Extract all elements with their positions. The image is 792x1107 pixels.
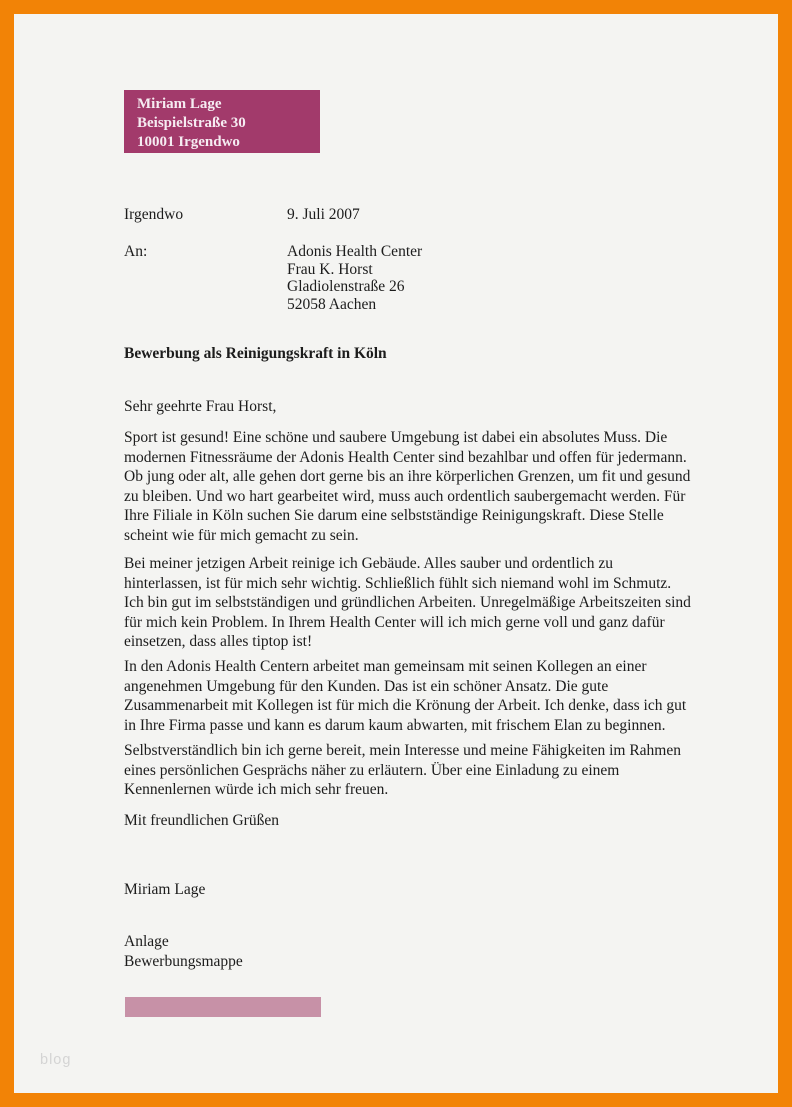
signature-name: Miriam Lage <box>124 881 206 898</box>
salutation: Sehr geehrte Frau Horst, <box>124 398 277 415</box>
closing-formula: Mit freundlichen Grüßen <box>124 812 279 829</box>
body-paragraph: Bei meiner jetzigen Arbeit reinige ich Gebäude. Alles sauber und ordentlich zu hinterlassen, ist für mich sehr wichtig. Schließlich fühlt sich niemand wohl im Schmutz. Ich bin gut im selbstständigen und gründlichen Arbeiten. Unregelmäßige Arbeitszeiten sind für mich kein Problem. In Ihrem Health Center will ich mich gerne voll und ganz dafür einsetzen, dass alles tiptop ist! <box>124 555 691 650</box>
recipient-contact: Frau K. Horst <box>287 260 373 278</box>
subject-line: Bewerbung als Reinigungskraft in Köln <box>124 345 387 362</box>
letter-date: 9. Juli 2007 <box>287 206 360 223</box>
enclosure-label: Anlage <box>124 933 169 950</box>
recipient-label: An: <box>124 243 148 260</box>
sender-address-box <box>124 90 320 153</box>
city-date-row <box>124 206 360 224</box>
body-paragraph: Sport ist gesund! Eine schöne und saubere Umgebung ist dabei ein absolutes Muss. Die modernen Fitnessräume der Adonis Health Center sind bezahlbar und offen für jedermann. Ob jung oder alt, alle gehen dort gerne bis an ihre körperlichen Grenzen, um fit und gesund zu bleiben. Und wo hart gearbeitet wird, muss auch ordentlich saubergemacht werden. Für Ihre Filiale in Köln suchen Sie darum eine selbstständige Reinigungskraft. Diese Stelle scheint wie für mich gemacht zu sein. <box>124 429 691 544</box>
recipient-company: Adonis Health Center <box>287 243 423 260</box>
recipient-address <box>287 243 422 313</box>
recipient-street: Gladiolenstraße 26 <box>287 278 405 295</box>
recipient-city: 52058 Aachen <box>287 295 377 313</box>
sender-street: Beispielstraße 30 <box>137 115 246 131</box>
body-paragraph: Selbstverständlich bin ich gerne bereit, mein Interesse und meine Fähigkeiten im Rahmen eines persönlichen Gesprächs näher zu erläutern. Über eine Einladung zu einem Kennenlernen würde ich mich sehr freuen. <box>124 742 681 798</box>
sender-city: 10001 Irgendwo <box>137 134 240 150</box>
recipient-block <box>124 243 422 313</box>
enclosure-item: Bewerbungsmappe <box>124 952 243 970</box>
sender-name: Miriam Lage <box>137 96 222 112</box>
blog-watermark: blog <box>40 1052 72 1068</box>
letter-city: Irgendwo <box>124 206 184 223</box>
body-paragraph: In den Adonis Health Centern arbeitet man gemeinsam mit seinen Kollegen an einer angenehmen Umgebung für den Kunden. Das ist ein schöner Ansatz. Die gute Zusammenarbeit mit Kollegen ist für mich die Krönung der Arbeit. Ich denke, dass ich gut in Ihre Firma passe und kann es darum kaum abwarten, mit frischem Elan zu beginnen. <box>124 658 687 734</box>
footer-accent-bar <box>125 997 321 1017</box>
enclosure-block <box>124 932 694 971</box>
